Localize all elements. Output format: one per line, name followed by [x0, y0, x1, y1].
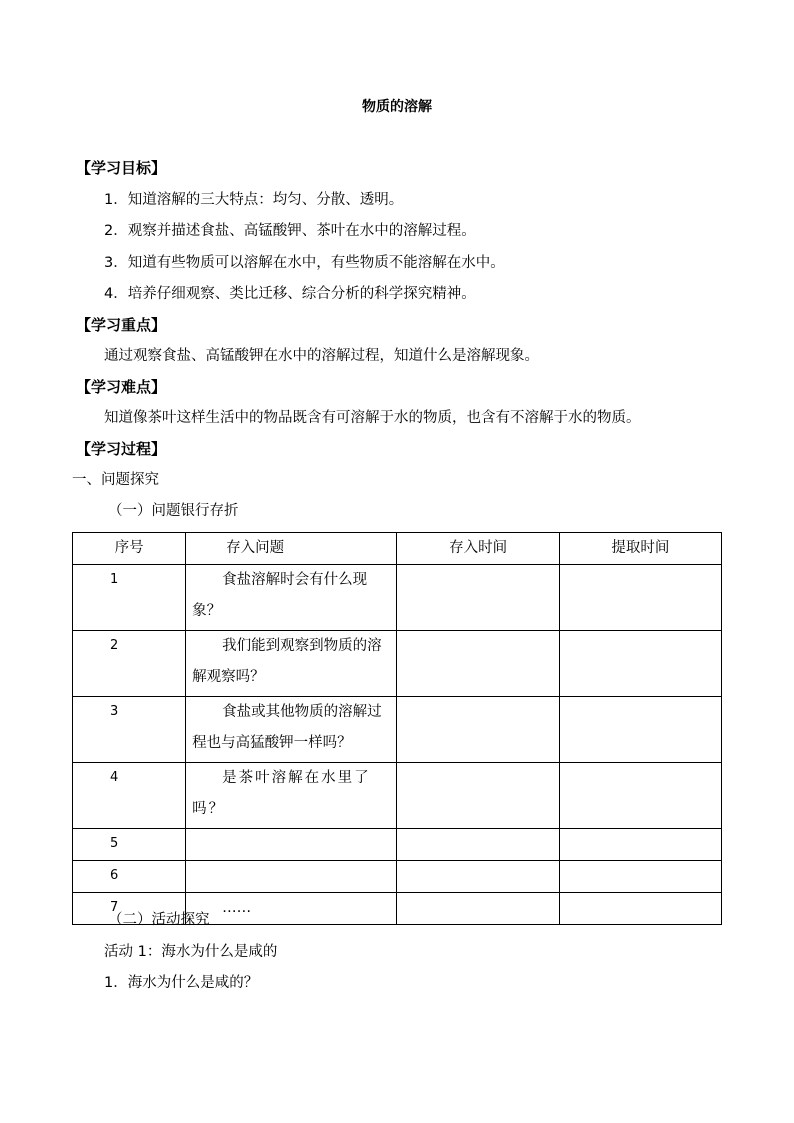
deposit-time-cell[interactable]: [397, 697, 559, 763]
key-point-text: 通过观察食盐、高锰酸钾在水中的溶解过程，知道什么是溶解现象。: [104, 348, 539, 364]
row-number: 2: [73, 631, 186, 697]
row-question: 是茶叶溶解在水里了吗？: [186, 763, 397, 829]
withdraw-time-cell[interactable]: [559, 861, 721, 893]
header-deposit-time: 存入时间: [397, 533, 559, 565]
withdraw-time-cell[interactable]: [559, 829, 721, 861]
withdraw-time-cell[interactable]: [559, 763, 721, 829]
row-number: 3: [73, 697, 186, 763]
withdraw-time-cell[interactable]: [559, 631, 721, 697]
part-one-heading: 一、问题探究: [72, 472, 159, 488]
goal-item-4: 4．培养仔细观察、类比迁移、综合分析的科学探究精神。: [104, 286, 476, 302]
table-row: [73, 631, 722, 697]
section-goals-heading: 【学习目标】: [76, 159, 167, 177]
deposit-time-cell[interactable]: [397, 631, 559, 697]
deposit-time-cell[interactable]: [397, 565, 559, 631]
table-row: [73, 829, 722, 861]
header-number: 序号: [73, 533, 186, 565]
row-number: 5: [73, 829, 186, 861]
difficult-point-text: 知道像茶叶这样生活中的物品既含有可溶解于水的物质，也含有不溶解于水的物质。: [104, 410, 641, 426]
deposit-time-cell[interactable]: [397, 829, 559, 861]
table-header-row: [73, 533, 722, 565]
row-question: 食盐溶解时会有什么现象？: [186, 565, 397, 631]
row-question: 我们能到观察到物质的溶解观察吗？: [186, 631, 397, 697]
page-title: 物质的溶解: [362, 99, 432, 115]
deposit-time-cell[interactable]: [397, 893, 559, 925]
table-row: [73, 861, 722, 893]
table-row: [73, 763, 722, 829]
table-row: [73, 565, 722, 631]
header-question: 存入问题: [186, 533, 397, 565]
row-question[interactable]: [186, 861, 397, 893]
withdraw-time-cell[interactable]: [559, 697, 721, 763]
section-key-heading: 【学习重点】: [76, 316, 167, 334]
table-row: [73, 697, 722, 763]
goal-item-1: 1．知道溶解的三大特点：均匀、分散、透明。: [104, 192, 404, 208]
row-number: 7: [73, 893, 186, 925]
row-question[interactable]: [186, 829, 397, 861]
activity-one-title: 活动 1：海水为什么是咸的: [104, 944, 278, 960]
activity-one-question: 1．海水为什么是咸的？: [104, 975, 259, 991]
row-number: 4: [73, 763, 186, 829]
header-withdraw-time: 提取时间: [559, 533, 721, 565]
withdraw-time-cell[interactable]: [559, 893, 721, 925]
question-bank-table: [72, 532, 722, 925]
part-two-heading: （二）活动探究: [108, 912, 210, 928]
section-difficult-heading: 【学习难点】: [76, 378, 167, 396]
row-question: ……: [186, 893, 397, 925]
question-bank-heading: （一）问题银行存折: [108, 503, 239, 519]
row-question: 食盐或其他物质的溶解过程也与高猛酸钾一样吗？: [186, 697, 397, 763]
deposit-time-cell[interactable]: [397, 763, 559, 829]
row-number: 1: [73, 565, 186, 631]
row-number: 6: [73, 861, 186, 893]
deposit-time-cell[interactable]: [397, 861, 559, 893]
goal-item-2: 2．观察并描述食盐、高锰酸钾、茶叶在水中的溶解过程。: [104, 223, 476, 239]
goal-item-3: 3．知道有些物质可以溶解在水中，有些物质不能溶解在水中。: [104, 255, 505, 271]
withdraw-time-cell[interactable]: [559, 565, 721, 631]
section-process-heading: 【学习过程】: [76, 440, 167, 458]
